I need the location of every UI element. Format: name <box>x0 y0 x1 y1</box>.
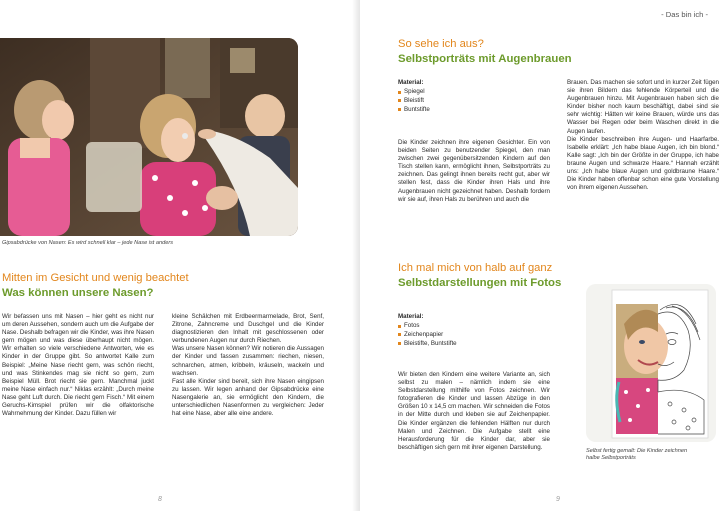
bullet-icon <box>398 342 401 345</box>
children-nose-illustration <box>0 38 298 236</box>
section-kicker: Ich mal mich von halb auf ganz <box>398 262 553 274</box>
section-kicker: Mitten im Gesicht und wenig beachtet <box>2 272 189 284</box>
bullet-icon <box>398 99 401 102</box>
section-title: Selbstporträts mit Augenbrauen <box>398 53 572 65</box>
paragraph: Brauen. Das machen sie sofort und in kurzer Zeit fügen sie ihren Bildern das fehlende Körperteil und die Augenbrauen hinzu. Mit Augenbrauen haben sich die Kinder bisher noch kaum beschäftigt, dabei sind sie sehr wichtig: Hätten wir keine Brauen, würde uns das Wasser bei Regen oder beim Waschen direkt in die Augen laufen. <box>567 79 719 135</box>
text-column-body <box>398 371 550 452</box>
materials-list <box>398 88 548 114</box>
half-portrait-illustration <box>586 284 716 442</box>
text-column-1 <box>2 313 154 418</box>
half-portrait-photo <box>586 284 716 442</box>
list-item: Spiegel <box>398 88 548 97</box>
text-column-2 <box>172 313 324 418</box>
paragraph: Wir befassen uns mit Nasen – hier geht es nicht nur um deren Aussehen, sondern auch um die Aufgabe der Nase. Deshalb befragen wir die Kinder, was ihre Nasen gern mögen und was diese überhaupt nicht mögen. Wir erhalten so viele verschiedene Antworten, wie es Kinder in der Gruppe gibt. So antwortet Kalle zum Beispiel: „Meine Nase riecht gern, was schön riecht, und was Stinkendes mag sie nicht so gern, zum Beispiel Müll. Brot riecht sie gern. Manchmal juckt meine Nase einfach nur.“ Niklas erzählt: „Durch meine Nase geht Luft durch. Die riecht gern Fisch.“ Mit einem Geruchs-Kimspiel prüfen wir die olfaktorische Wahrnehmung der Kinder. Dazu füllen wir <box>2 313 154 418</box>
bullet-icon <box>398 333 401 336</box>
paragraph: Was unsere Nasen können? Wir notieren die Aussagen der Kinder und fassen zusammen: riechen, niesen, schnarchen, atmen, kribbeln, kräuseln, wackeln und wachsen. <box>172 345 324 377</box>
paragraph: Die Kinder beschreiben ihre Augen- und Haarfarbe. Isabelle erklärt: „Ich habe blaue Augen, ich bin blond.“ Kalle sagt: „Ich bin der Größte in der Gruppe, ich habe braune Augen und schwarze Haare.“ Hannah erzählt uns: „Ich habe blaue Augen und goldbraune Haare.“ Die Kinder haben offenbar schon eine gute Vorstellung von ihrem eigenen Aussehen. <box>567 135 719 192</box>
caption-line: halbe Selbstporträts <box>586 455 636 462</box>
paragraph: Fast alle Kinder sind bereit, sich ihre Nasen eingipsen zu lassen. Wir legen anhand der Gipsabdrücke eine Nasengalerie an, sie ermöglicht den Kindern, die unterschiedlichen Nasenformen zu vergleichen: Jeder hat eine Nase, aber alle eine andere. <box>172 377 324 418</box>
paragraph: Die Kinder zeichnen ihre eigenen Gesichter. Ein von beiden Seiten zu benutzender Spiegel, den man zwischen zwei gegenübersitzenden Kindern auf den Tisch stellen kann, ermöglicht ihnen, Selbstporträts zu zeichnen. Das gelingt ihnen bereits recht gut, aber wir stellen fest, dass die Kinder ihren Hals und ihre Augenbrauen nicht gezeichnet haben. Deshalb fordern wir sie auf, ihren Hals zu berühren und auch die <box>398 139 550 203</box>
paragraph: Wir bieten den Kindern eine weitere Variante an, sich selbst zu malen – nämlich indem sie eine Selbstdarstellung mithilfe von Fotos zeichnen. Wir fotografieren die Kinder und lassen Abzüge in den Größen 10 x 14,5 cm machen. Wir schneiden die Fotos in der Mitte durch und kleben sie auf Zeichenpapier. Die Kinder ergänzen die fehlenden Hälften nur durch Malen und Zeichnen. Die Aufgabe stellt eine Herausforderung für die Kinder dar, aber sie beschäftigen sich gern mit ihrer eigenen Darstellung. <box>398 371 550 451</box>
bullet-icon <box>398 91 401 94</box>
text-column-1 <box>398 139 550 204</box>
list-item: Bleistifte, Buntstifte <box>398 340 548 349</box>
photo-caption: Gipsabdrücke von Nasen: Es wird schnell klar – jede Nase ist anders <box>2 240 174 246</box>
caption-line: Selbst fertig gemalt: Die Kinder zeichnen <box>586 448 688 454</box>
paragraph: kleine Schälchen mit Erdbeermarmelade, Brot, Senf, Zitrone, Zahncreme und Duschgel und die Kinder diagnostizieren den Inhalt mit geschlossenen oder verbundenen Augen nur durch Riechen. <box>172 313 324 345</box>
materials-label: Material: <box>398 313 424 320</box>
materials-block <box>398 313 548 348</box>
page-number: 8 <box>158 496 162 503</box>
bullet-icon <box>398 325 401 328</box>
list-item: Bleistift <box>398 97 548 106</box>
materials-block <box>398 79 548 114</box>
section-kicker: So sehe ich aus? <box>398 38 484 50</box>
section-title: Was können unsere Nasen? <box>2 287 154 299</box>
materials-label: Material: <box>398 79 424 86</box>
text-column-2 <box>567 79 719 192</box>
page-number: 9 <box>556 496 560 503</box>
running-head: - Das bin ich - <box>661 10 708 19</box>
list-item: Zeichenpapier <box>398 331 548 340</box>
list-item: Fotos <box>398 322 548 331</box>
children-nose-photo <box>0 38 298 236</box>
list-item: Buntstifte <box>398 106 548 115</box>
photo-caption <box>586 448 720 462</box>
bullet-icon <box>398 108 401 111</box>
section-title: Selbstdarstellungen mit Fotos <box>398 277 562 289</box>
right-page <box>360 0 720 511</box>
materials-list <box>398 322 548 348</box>
